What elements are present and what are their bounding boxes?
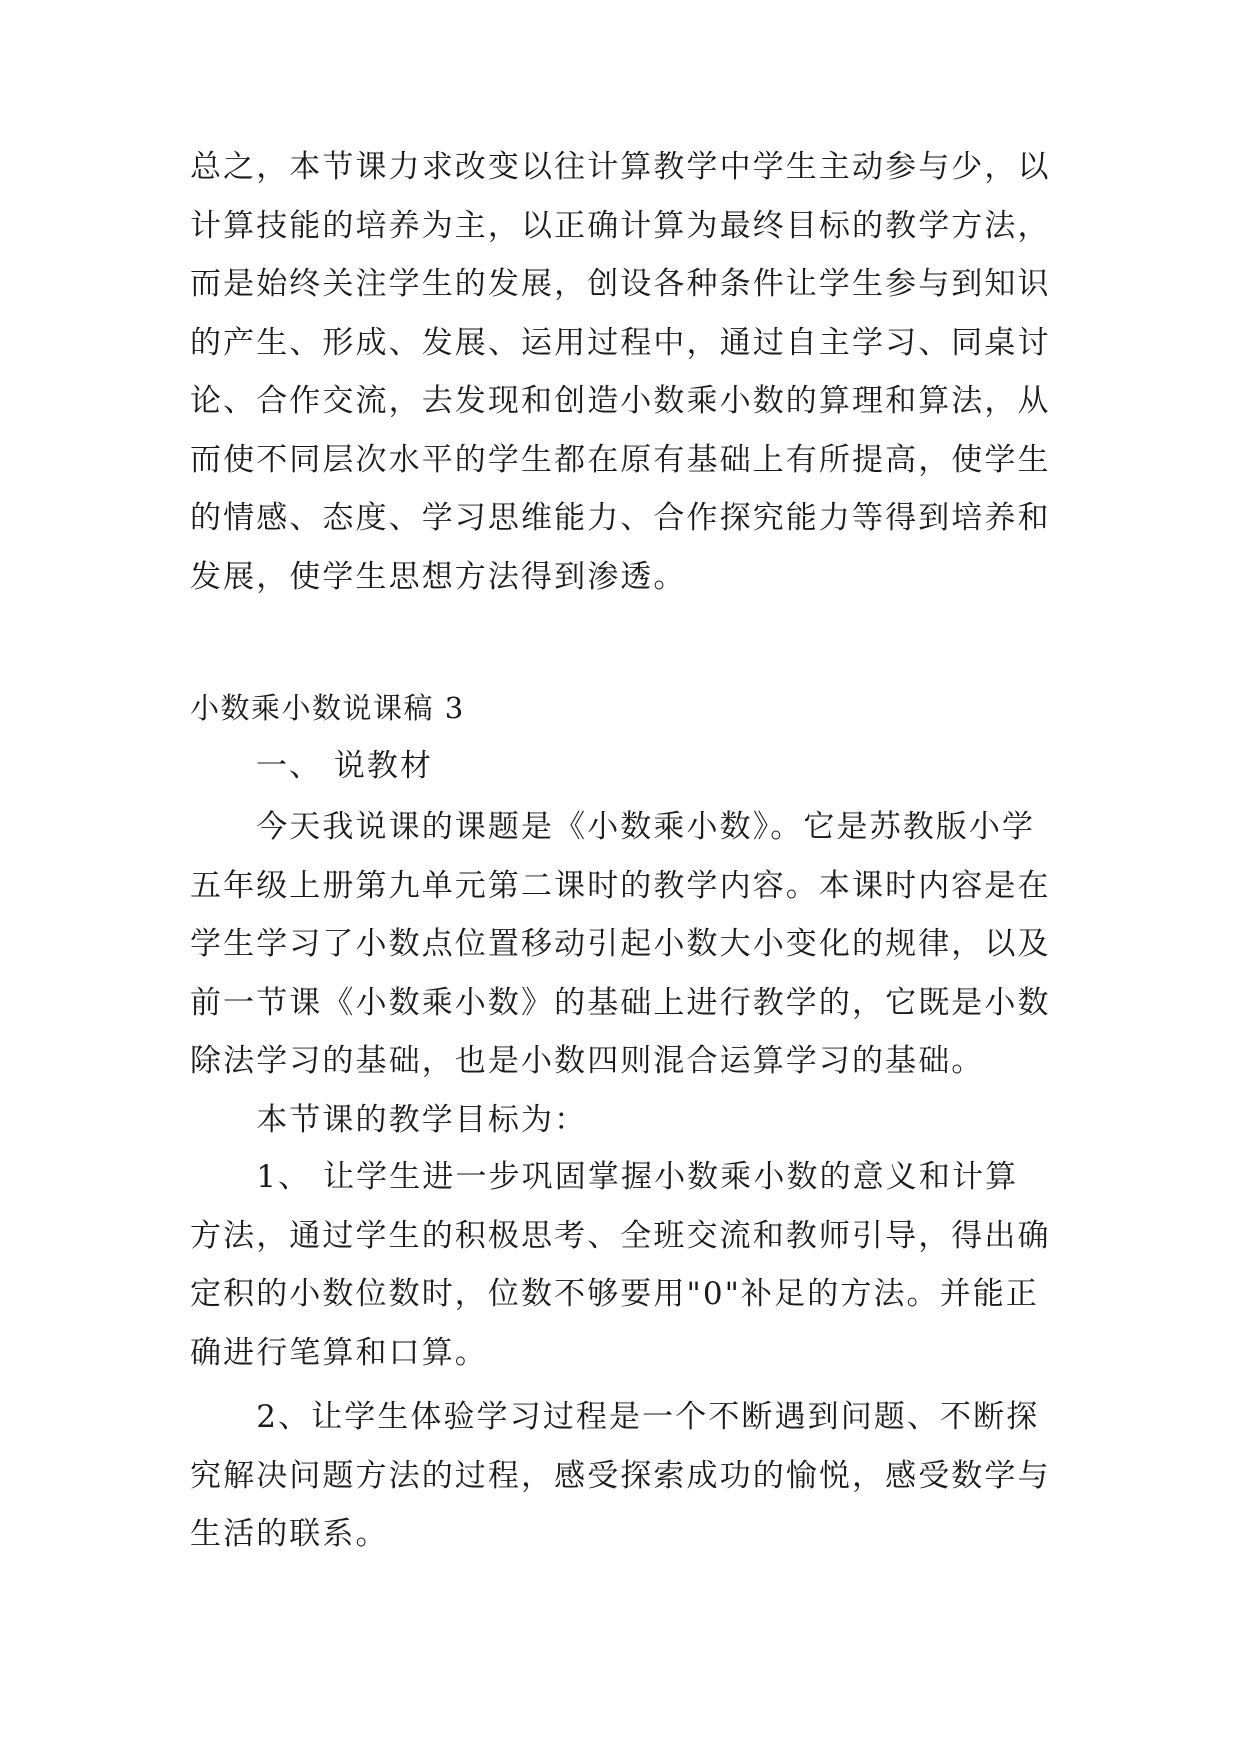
summary-line: 的情感、态度、学习思维能力、合作探究能力等得到培养和 — [190, 500, 1051, 536]
goal-2-line: 2、让学生体验学习过程是一个不断遇到问题、不断探 — [190, 1399, 1040, 1435]
material-line: 本节课的教学目标为： — [190, 1101, 588, 1138]
summary-line: 发展，使学生思想方法得到渗透。 — [190, 558, 687, 595]
summary-line: 而是始终关注学生的发展，创设各种条件让学生参与到知识 — [190, 266, 1051, 302]
goal-2-paragraph — [190, 1388, 1050, 1564]
summary-line: 总之，本节课力求改变以往计算教学中学生主动参与少，以 — [190, 149, 1051, 185]
material-paragraph — [190, 798, 1050, 1149]
summary-line: 论、合作交流，去发现和创造小数乘小数的算理和算法，从 — [190, 383, 1051, 419]
goal-1-line: 定积的小数位数时，位数不够要用"0"补足的方法。并能正 — [190, 1276, 1039, 1312]
material-line: 前一节课《小数乘小数》的基础上进行教学的，它既是小数 — [190, 984, 1051, 1021]
goal-1-line: 方法，通过学生的积极思考、全班交流和教师引导，得出确 — [190, 1217, 1051, 1254]
subsection-title: 一、 说教材 — [256, 748, 433, 784]
summary-line: 而使不同层次水平的学生都在原有基础上有所提高，使学生 — [190, 441, 1051, 478]
goal-2-line: 生活的联系。 — [190, 1516, 389, 1552]
goal-1-line: 1、 让学生进一步巩固掌握小数乘小数的意义和计算 — [190, 1159, 1019, 1195]
goal-2-line: 究解决问题方法的过程，感受探索成功的愉悦，感受数学与 — [190, 1457, 1051, 1494]
material-line: 今天我说课的课题是《小数乘小数》。它是苏教版小学 — [190, 809, 1036, 845]
goal-1-paragraph — [190, 1148, 1050, 1382]
summary-paragraph — [190, 138, 1050, 606]
material-line: 五年级上册第九单元第二课时的教学内容。本课时内容是在 — [190, 867, 1051, 904]
summary-line: 计算技能的培养为主，以正确计算为最终目标的教学方法， — [190, 207, 1051, 244]
goal-1-line: 确进行笔算和口算。 — [190, 1334, 488, 1371]
section-title: 小数乘小数说课稿 3 — [190, 691, 465, 725]
material-line: 学生学习了小数点位置移动引起小数大小变化的规律，以及 — [190, 926, 1051, 962]
material-line: 除法学习的基础，也是小数四则混合运算学习的基础。 — [190, 1043, 985, 1079]
summary-line: 的产生、形成、发展、运用过程中，通过自主学习、同桌讨 — [190, 324, 1051, 361]
